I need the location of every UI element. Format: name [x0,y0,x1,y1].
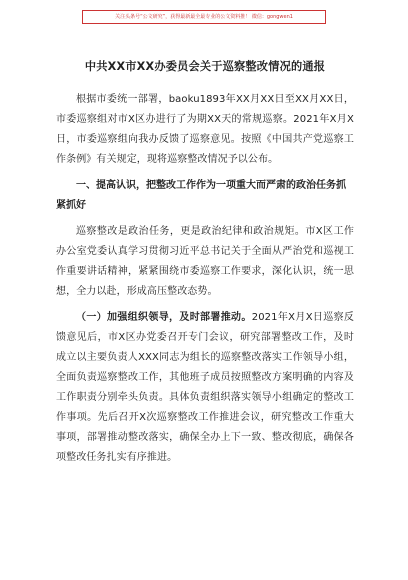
subsection-1-paragraph [56,308,354,468]
top-banner: 关注头条号“公文研究”，获得最新最全最专业的公文资料推！ 微信：gongwen1 [82,10,326,24]
document-page [56,58,354,468]
document-title: 中共XX市XX办委员会关于巡察整改情况的通报 [84,60,326,73]
intro-paragraph: 根据市委统一部署，baoku1893年XX月XX日至XX月XX日，市委巡察组对市X区办进行了为期XX天的常规巡察。2021年X月X日，市委巡察组向我办反馈了巡察意见。按照《中国共产党巡察工作条例》有关规定，现将巡察整改情况予以公布。 [56,94,354,165]
section-1-paragraph: 巡察整改是政治任务，更是政治纪律和政治规矩。市X区工作办公室党委认真学习贯彻习近平总书记关于全面从严治党和巡视工作重要讲话精神，紧紧围绕市委巡察工作要求，深化认识，统一思想，全力以赴，形成高压整改态势。 [56,226,354,297]
section-heading-1: 一、提高认识，把整改工作作为一项重大而严肃的政治任务抓紧抓好 [56,180,346,211]
subsection-1-text: 2021年X月X日巡察反馈意见后，市X区办党委召开专门会议，研究部署整改工作，及时成立以主要负责人XXX同志为组长的巡察整改落实工作领导小组，全面负责巡察整改工作，其他班子成员按照整改方案明确的内容及工作职责分别牵头负责。具体负责组织落实领导小组确定的整改工作事项。先后召开X次巡察整改工作推进会议，研究整改工作重大事项，部署推动整改落实，确保全办上下一致、整改彻底，确保各项整改任务扎实有序推进。 [56,312,355,463]
subsection-1-lead: （一）加强组织领导，及时部署推动。 [76,312,252,323]
